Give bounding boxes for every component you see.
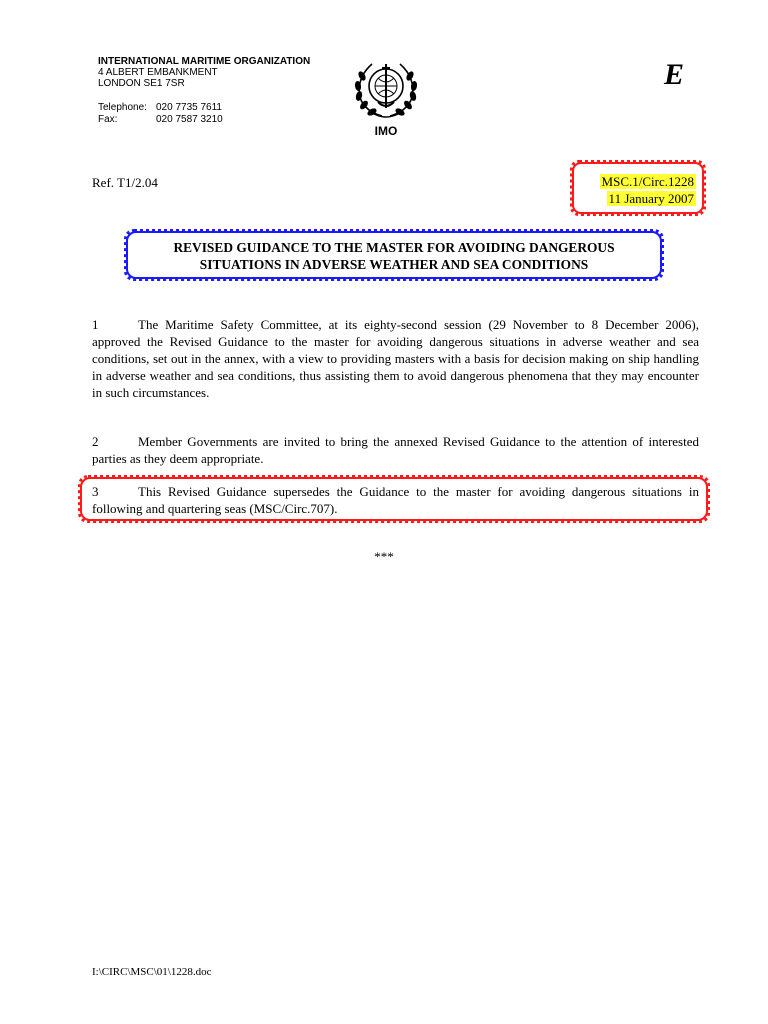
telephone-row <box>98 102 223 114</box>
document-number-lines <box>600 173 696 207</box>
document-title-box <box>124 229 664 281</box>
language-code: E <box>664 58 685 91</box>
paragraph-text: This Revised Guidance supersedes the Guidance to the master for avoiding dangerous situations in following and quartering seas (MSC/Circ.707). <box>92 484 699 516</box>
contact-block <box>98 102 223 126</box>
section-separator: *** <box>374 549 394 564</box>
paragraph-2 <box>92 433 699 467</box>
document-number-box <box>570 160 706 216</box>
paragraph-text: The Maritime Safety Committee, at its eighty-second session (29 November to 8 December 2006), approved the Revised Guidance to the master for avoiding dangerous situations in adverse weather and sea conditions, set out in the annex, with a view to providing masters with a basis for decision making on ship handling in adverse weather and sea conditions, thus assisting them to avoid dangerous phenomena that they may encounter in such circumstances. <box>92 317 699 400</box>
paragraph-number: 3 <box>92 484 99 499</box>
reference-number: Ref. T1/2.04 <box>92 175 158 190</box>
fax-row <box>98 114 223 126</box>
un-laurel-emblem-icon <box>348 56 424 122</box>
document-number: MSC.1/Circ.1228 <box>601 174 694 189</box>
document-title-line-1: REVISED GUIDANCE TO THE MASTER FOR AVOIDING DANGEROUS <box>173 240 615 255</box>
document-date: 11 January 2007 <box>608 191 694 206</box>
address-line-2: LONDON SE1 7SR <box>98 78 185 89</box>
document-title-line-2: SITUATIONS IN ADVERSE WEATHER AND SEA CONDITIONS <box>199 257 589 272</box>
paragraph-text: Member Governments are invited to bring the annexed Revised Guidance to the attention of interested parties as they deem appropriate. <box>92 434 699 466</box>
telephone-value: 020 7735 7611 <box>156 102 222 113</box>
paragraph-1 <box>92 316 699 401</box>
organization-block <box>98 56 310 89</box>
fax-label: Fax: <box>98 114 118 125</box>
paragraph-number: 1 <box>92 317 99 332</box>
paragraph-number: 2 <box>92 434 99 449</box>
telephone-label: Telephone: <box>98 102 147 113</box>
paragraph-3 <box>92 483 699 517</box>
fax-value: 020 7587 3210 <box>156 114 223 125</box>
document-title <box>124 239 664 273</box>
emblem-label: IMO <box>374 124 398 138</box>
footer-file-path: I:\CIRC\MSC\01\1228.doc <box>92 966 212 978</box>
organization-name: INTERNATIONAL MARITIME ORGANIZATION <box>98 56 311 67</box>
address-line-1: 4 ALBERT EMBANKMENT <box>98 67 218 78</box>
